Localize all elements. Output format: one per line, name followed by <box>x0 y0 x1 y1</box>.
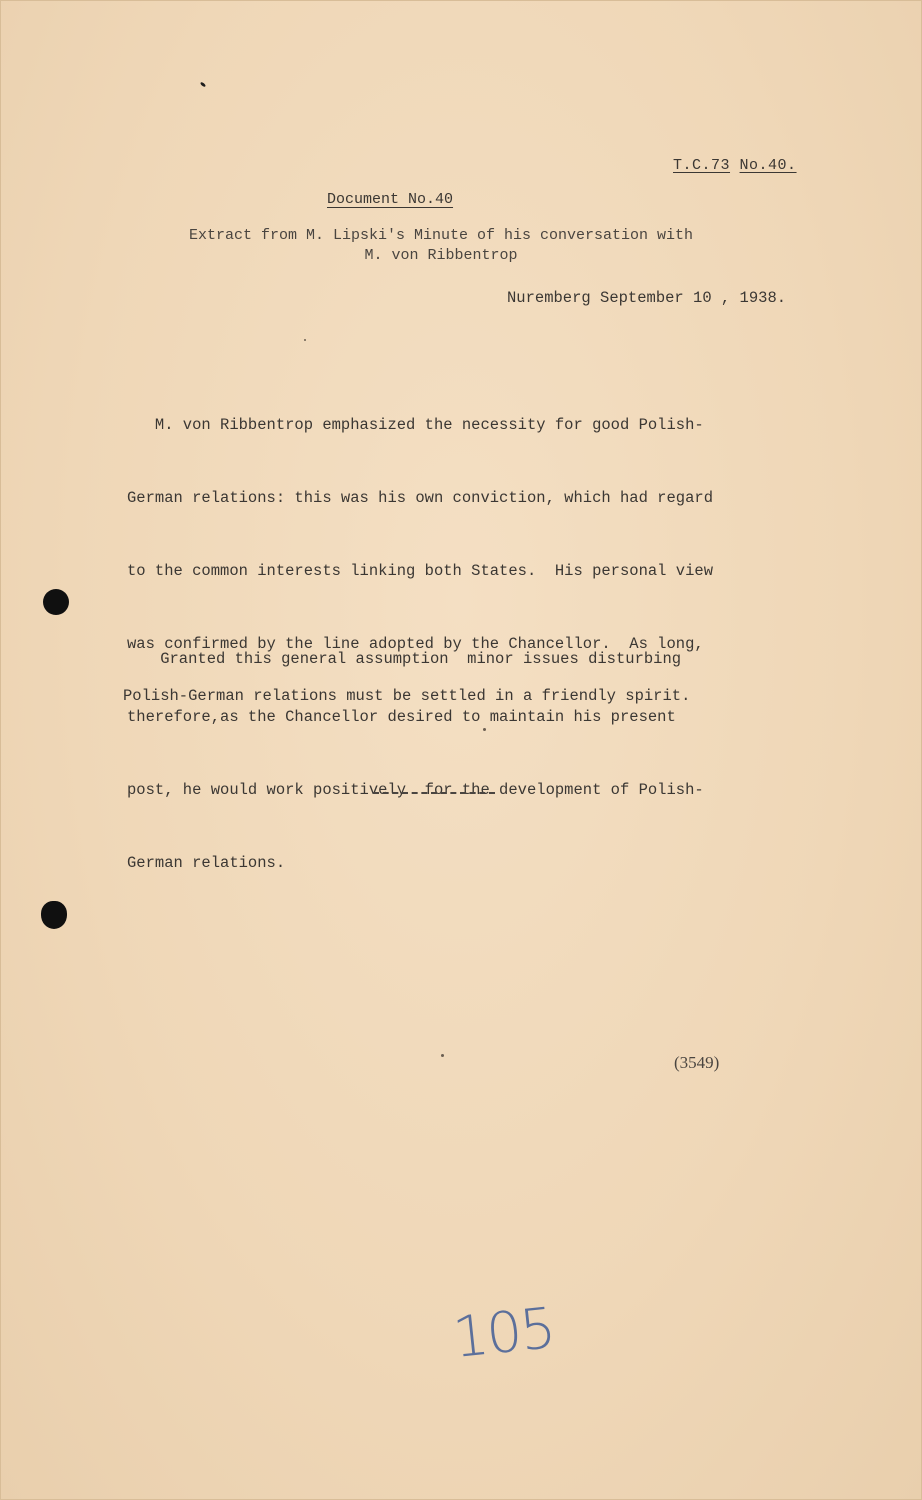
paragraph-1-line: post, he would work positively for the development of Polish- <box>127 781 704 799</box>
dateline: Nuremberg September 10 , 1938. <box>507 289 787 307</box>
punch-hole-lower <box>41 901 67 929</box>
scan-speck <box>441 1054 444 1057</box>
paragraph-2 <box>123 647 743 721</box>
section-divider <box>373 792 495 794</box>
handwritten-page-number: 105 <box>449 1295 558 1372</box>
extract-heading-line-2: M. von Ribbentrop <box>364 247 518 264</box>
paragraph-1-line: therefore,as the Chancellor desired to maintain his present <box>127 708 676 726</box>
paragraph-2-line: Polish-German relations must be settled in a friendly spirit. <box>123 687 691 705</box>
scan-speck <box>200 81 207 87</box>
file-number: (3549) <box>674 1053 720 1072</box>
paragraph-1-line: M. von Ribbentrop emphasized the necessity for good Polish- <box>127 416 704 434</box>
paragraph-1-line: German relations: this was his own conviction, which had regard <box>127 489 713 507</box>
extract-heading <box>171 226 711 266</box>
paragraph-1-line: was confirmed by the line adopted by the Chancellor. As long, <box>127 635 704 653</box>
scan-speck <box>304 339 306 341</box>
paragraph-1-line: German relations. <box>127 854 286 872</box>
paragraph-2-line: Granted this general assumption minor issues disturbing <box>123 650 682 668</box>
reference-code: T.C.73 <box>673 157 731 174</box>
document-title: Document No.40 <box>327 191 454 208</box>
extract-heading-line-1: Extract from M. Lipski's Minute of his conversation with <box>188 227 694 244</box>
paragraph-1-line: to the common interests linking both States. His personal view <box>127 562 713 580</box>
punch-hole-upper <box>43 589 69 615</box>
scan-speck <box>483 728 486 731</box>
reference-doc-number: No.40. <box>739 157 797 174</box>
reference-number <box>673 157 797 174</box>
